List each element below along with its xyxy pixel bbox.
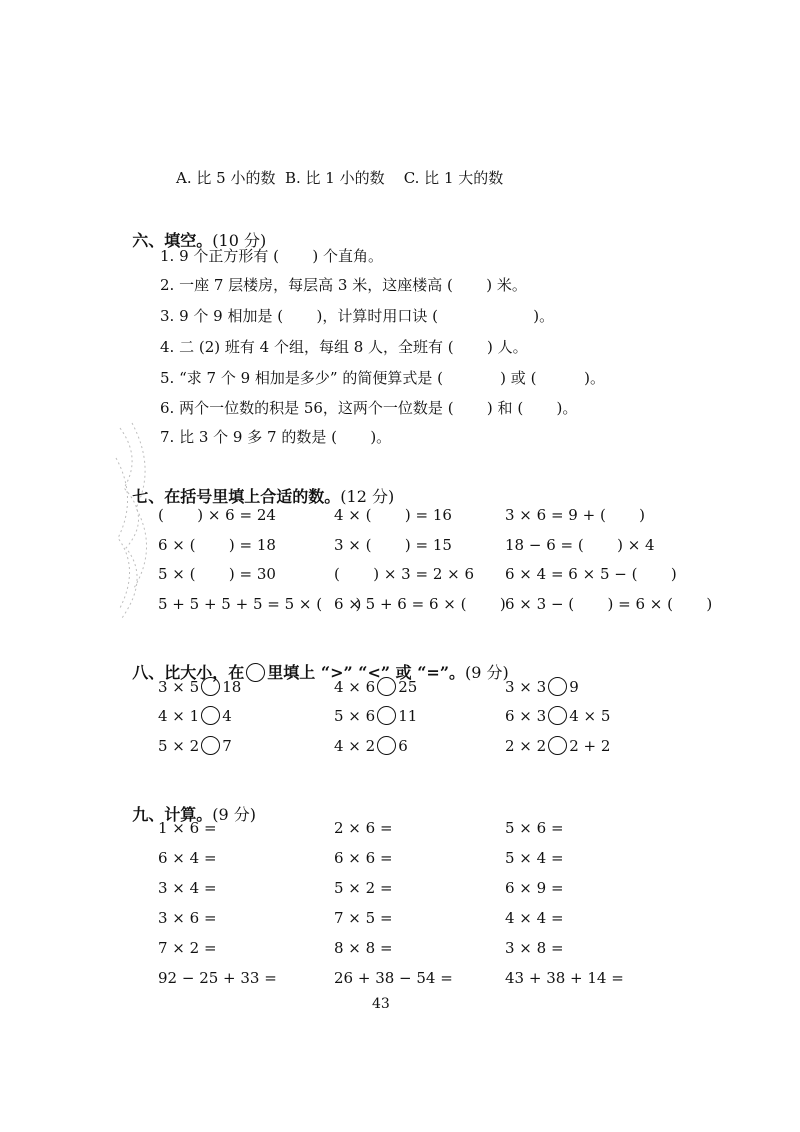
compare-r3c3	[505, 735, 610, 757]
compare-right: 7	[222, 737, 232, 755]
section6-item-4: 4. 二 (2) 班有 4 个组，每组 8 人，全班有 ( ) 人。	[160, 338, 528, 356]
page-number: 43	[372, 996, 390, 1012]
fill-equation-r1c1: ( ) × 6 = 24	[158, 506, 276, 524]
calc-r4c3: 4 × 4 =	[505, 909, 564, 927]
calc-r4c1: 3 × 6 =	[158, 909, 217, 927]
calc-r1c3: 5 × 6 =	[505, 819, 564, 837]
compare-r2c3	[505, 705, 610, 727]
compare-r1c2	[334, 676, 417, 698]
section7-title: 七、在括号里填上合适的数。	[132, 487, 341, 506]
fill-equation-r3c1: 5 × ( ) = 30	[158, 565, 276, 583]
fill-equation-r4c3: 6 × 3 − ( ) = 6 × ( )	[505, 595, 713, 613]
compare-circle	[377, 706, 396, 725]
compare-circle	[548, 677, 567, 696]
compare-left: 6 × 3	[505, 707, 547, 725]
calc-r5c3: 3 × 8 =	[505, 939, 564, 957]
calc-r3c1: 3 × 4 =	[158, 879, 217, 897]
choice-options-line: A. 比 5 小的数 B. 比 1 小的数 C. 比 1 大的数	[176, 169, 504, 187]
compare-right: 9	[569, 678, 579, 696]
compare-right: 4	[222, 707, 232, 725]
compare-right: 2 + 2	[569, 737, 611, 755]
fill-equation-r4c1: 5 + 5 + 5 + 5 = 5 × ( )	[158, 595, 362, 613]
calc-r2c3: 5 × 4 =	[505, 849, 564, 867]
compare-right: 6	[398, 737, 408, 755]
calc-r2c1: 6 × 4 =	[158, 849, 217, 867]
compare-circle	[377, 677, 396, 696]
fill-equation-r2c1: 6 × ( ) = 18	[158, 536, 276, 554]
compare-circle	[201, 677, 220, 696]
section9-score: (9 分)	[212, 805, 257, 824]
section6-item-2: 2. 一座 7 层楼房，每层高 3 米，这座楼高 ( ) 米。	[160, 276, 527, 294]
compare-r1c1	[158, 676, 241, 698]
compare-left: 2 × 2	[505, 737, 547, 755]
compare-r3c2	[334, 735, 408, 757]
section8-title-end: 里填上 “>” “<” 或 “=”。	[267, 663, 466, 682]
calc-r3c2: 5 × 2 =	[334, 879, 393, 897]
calc-r5c1: 7 × 2 =	[158, 939, 217, 957]
section6-item-3: 3. 9 个 9 相加是 ( )，计算时用口诀 ( )。	[160, 307, 555, 325]
section6-item-7: 7. 比 3 个 9 多 7 的数是 ( )。	[160, 428, 392, 446]
compare-right: 25	[398, 678, 418, 696]
compare-r3c1	[158, 735, 232, 757]
calc-r6c1: 92 − 25 + 33 =	[158, 969, 277, 987]
compare-right: 18	[222, 678, 242, 696]
section8-title-start: 八、比大小，在	[132, 663, 245, 682]
section6-item-6: 6. 两个一位数的积是 56，这两个一位数是 ( ) 和 ( )。	[160, 399, 578, 417]
compare-circle	[548, 706, 567, 725]
section9-heading	[110, 782, 256, 848]
compare-circle	[201, 706, 220, 725]
fill-equation-r3c2: ( ) × 3 = 2 × 6	[334, 565, 475, 583]
fill-equation-r2c2: 3 × ( ) = 15	[334, 536, 452, 554]
compare-r1c3	[505, 676, 579, 698]
calc-r1c1: 1 × 6 =	[158, 819, 217, 837]
section8-score: (9 分)	[465, 663, 509, 682]
compare-circle	[548, 736, 567, 755]
compare-left: 4 × 2	[334, 737, 376, 755]
compare-left: 3 × 5	[158, 678, 200, 696]
fill-equation-r1c2: 4 × ( ) = 16	[334, 506, 452, 524]
fill-equation-r4c2: 6 × 5 + 6 = 6 × ( )	[334, 595, 506, 613]
calc-r4c2: 7 × 5 =	[334, 909, 393, 927]
calc-r2c2: 6 × 6 =	[334, 849, 393, 867]
fill-equation-r3c3: 6 × 4 = 6 × 5 − ( )	[505, 565, 677, 583]
compare-circle	[377, 736, 396, 755]
section6-item-5: 5. “求 7 个 9 相加是多少” 的简便算式是 ( ) 或 ( )。	[160, 369, 605, 387]
section6-score: (10 分)	[212, 231, 267, 250]
section6-title: 六、填空。	[132, 231, 213, 250]
calc-r1c2: 2 × 6 =	[334, 819, 393, 837]
compare-right: 11	[398, 707, 418, 725]
compare-left: 4 × 6	[334, 678, 376, 696]
compare-left: 5 × 6	[334, 707, 376, 725]
calc-r6c3: 43 + 38 + 14 =	[505, 969, 624, 987]
compare-right: 4 × 5	[569, 707, 611, 725]
calc-r6c2: 26 + 38 − 54 =	[334, 969, 453, 987]
calc-r3c3: 6 × 9 =	[505, 879, 564, 897]
section6-item-1: 1. 9 个正方形有 ( ) 个直角。	[160, 247, 384, 265]
compare-r2c2	[334, 705, 417, 727]
compare-left: 3 × 3	[505, 678, 547, 696]
compare-r2c1	[158, 705, 232, 727]
fill-equation-r2c3: 18 − 6 = ( ) × 4	[505, 536, 655, 554]
section9-title: 九、计算。	[132, 805, 213, 824]
section7-score: (12 分)	[340, 487, 395, 506]
fill-equation-r1c3: 3 × 6 = 9 + ( )	[505, 506, 646, 524]
calc-r5c2: 8 × 8 =	[334, 939, 393, 957]
compare-left: 5 × 2	[158, 737, 200, 755]
compare-left: 4 × 1	[158, 707, 200, 725]
compare-circle	[201, 736, 220, 755]
circle-icon	[246, 663, 265, 682]
